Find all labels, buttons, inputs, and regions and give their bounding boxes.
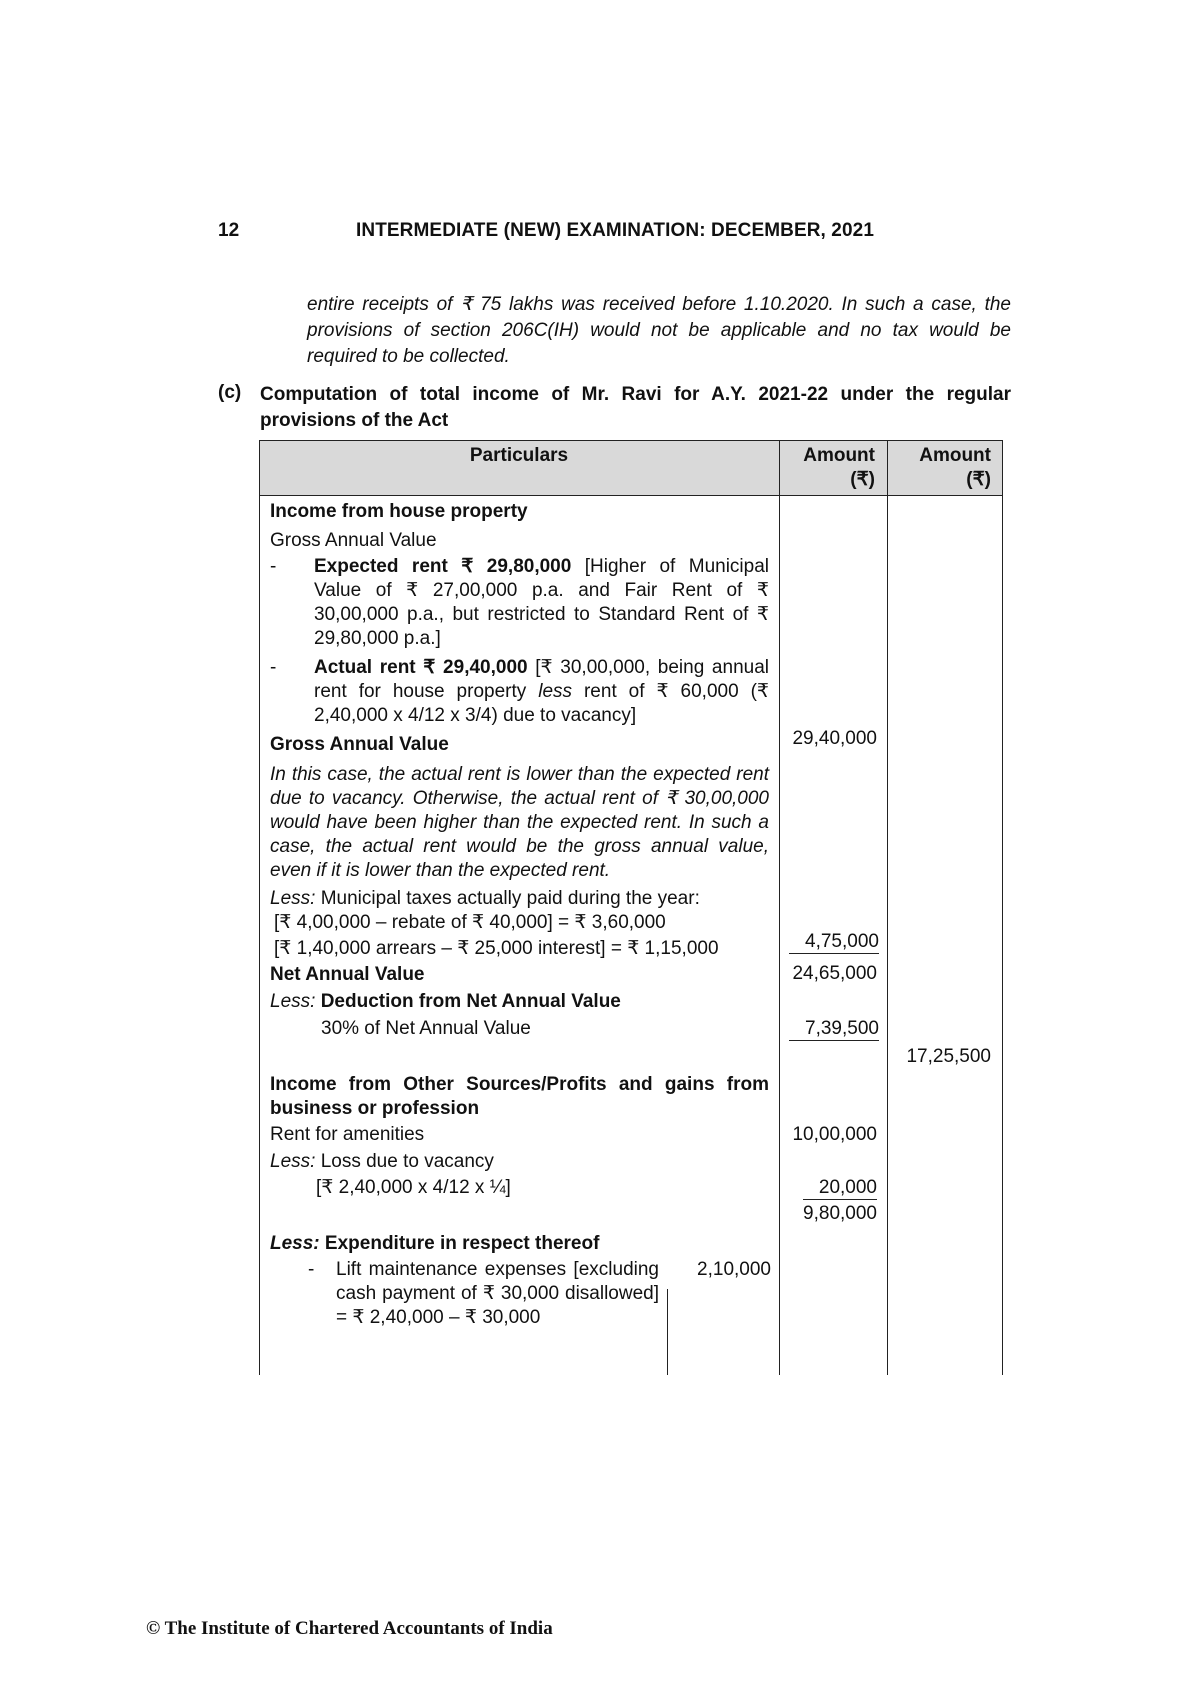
municipal-line-1: [₹ 4,00,000 – rebate of ₹ 40,000] = ₹ 3,60,000 xyxy=(274,912,666,933)
actual-rent-label: Actual rent ₹ 29,40,000 xyxy=(314,657,528,678)
column-divider xyxy=(887,440,888,1375)
less-word: Less: xyxy=(270,991,316,1012)
less-word: Less: xyxy=(270,888,316,909)
table-border-right xyxy=(1002,440,1003,1375)
gav-amount: 29,40,000 xyxy=(792,728,877,749)
expected-rent xyxy=(314,555,769,651)
expenditure-label: Less: Expenditure in respect thereof xyxy=(270,1233,600,1254)
less-word: Less: xyxy=(270,1151,316,1172)
lift-maintenance-text: Lift maintenance expenses [excluding cash payment of ₹ 30,000 disallowed] = ₹ 2,40,000 – ₹ 30,000 xyxy=(336,1259,659,1328)
nav-label: Net Annual Value xyxy=(270,964,425,985)
inner-column-divider xyxy=(667,1289,668,1375)
municipal-line-2: [₹ 1,40,000 arrears – ₹ 25,000 interest] = ₹ 1,15,000 xyxy=(274,938,719,959)
amenities-net-amount: 9,80,000 xyxy=(803,1203,877,1224)
bullet-dash: - xyxy=(308,1259,315,1280)
deduction-label: Less: Deduction from Net Annual Value xyxy=(270,991,621,1012)
deduction-amount: 7,39,500 xyxy=(789,1017,877,1041)
actual-rent xyxy=(314,656,769,728)
amenities-label: Rent for amenities xyxy=(270,1124,425,1145)
expected-rent-detail: [Higher of Municipal Value of ₹ 27,00,000 p.a. and Fair Rent of ₹ 30,00,000 p.a., but restricted to Standard Rent of ₹ 29,80,000 p.a.] xyxy=(314,556,769,649)
bullet-dash: - xyxy=(270,556,277,577)
hp-heading: Income from house property xyxy=(270,501,528,522)
gav-total-label: Gross Annual Value xyxy=(270,734,449,755)
expected-rent-label: Expected rent ₹ 29,80,000 xyxy=(314,556,572,577)
section-label: (c) xyxy=(218,382,242,403)
table-border-left xyxy=(259,440,260,1375)
nav-amount: 24,65,000 xyxy=(792,963,877,984)
section-title: Computation of total income of Mr. Ravi for A.Y. 2021-22 under the regular provisions of the Act xyxy=(260,384,1011,431)
header-divider xyxy=(259,495,1003,496)
column-divider xyxy=(779,440,780,1375)
lift-maintenance-amount: 2,10,000 xyxy=(697,1259,771,1280)
vacancy-label: Less: Loss due to vacancy xyxy=(270,1151,494,1172)
vacancy-amount: 20,000 xyxy=(789,1176,877,1200)
header-amount-2: Amount (₹) xyxy=(919,445,991,490)
gav-label: Gross Annual Value xyxy=(270,530,437,551)
deduction-detail: 30% of Net Annual Value xyxy=(321,1018,531,1039)
computation-table xyxy=(259,440,1003,1375)
amenities-amount: 10,00,000 xyxy=(792,1124,877,1145)
header-particulars: Particulars xyxy=(469,445,569,466)
municipal-taxes-label xyxy=(270,887,700,911)
hp-income-amount: 17,25,500 xyxy=(906,1046,991,1067)
actual-rent-detail-2: rent of ₹ 60,000 (₹ 2,40,000 x 4/12 x 3/4) due to vacancy] xyxy=(314,681,770,726)
gav-explanation-note: In this case, the actual rent is lower than the expected rent due to vacancy. Otherwise, the actual rent of ₹ 30,00,000 would have been higher than the expected rent. In such a case, the actual rent would be the gross annual value, even if it is lower than the expected rent. xyxy=(270,764,769,881)
actual-rent-less: less xyxy=(538,681,573,702)
municipal-amount: 4,75,000 xyxy=(789,930,877,954)
page-number: 12 xyxy=(218,220,240,241)
actual-rent-detail-1: [₹ 30,00,000, being annual rent for house property xyxy=(314,657,769,702)
running-header: INTERMEDIATE (NEW) EXAMINATION: DECEMBER, 2021 xyxy=(356,220,874,241)
table-border-top xyxy=(259,440,1003,441)
vacancy-detail: [₹ 2,40,000 x 4/12 x ¼] xyxy=(316,1177,511,1198)
previous-answer-note: entire receipts of ₹ 75 lakhs was received before 1.10.2020. In such a case, the provisions of section 206C(IH) would not be applicable and no tax would be required to be collected. xyxy=(307,294,1011,367)
ios-heading: Income from Other Sources/Profits and gains from business or profession xyxy=(270,1074,769,1119)
bullet-dash: - xyxy=(270,657,277,678)
header-amount-1: Amount (₹) xyxy=(803,445,875,490)
municipal-text: Municipal taxes actually paid during the year: xyxy=(320,888,700,909)
footer-copyright: © The Institute of Chartered Accountants of India xyxy=(146,1618,553,1639)
less-word: Less: xyxy=(270,1233,320,1254)
